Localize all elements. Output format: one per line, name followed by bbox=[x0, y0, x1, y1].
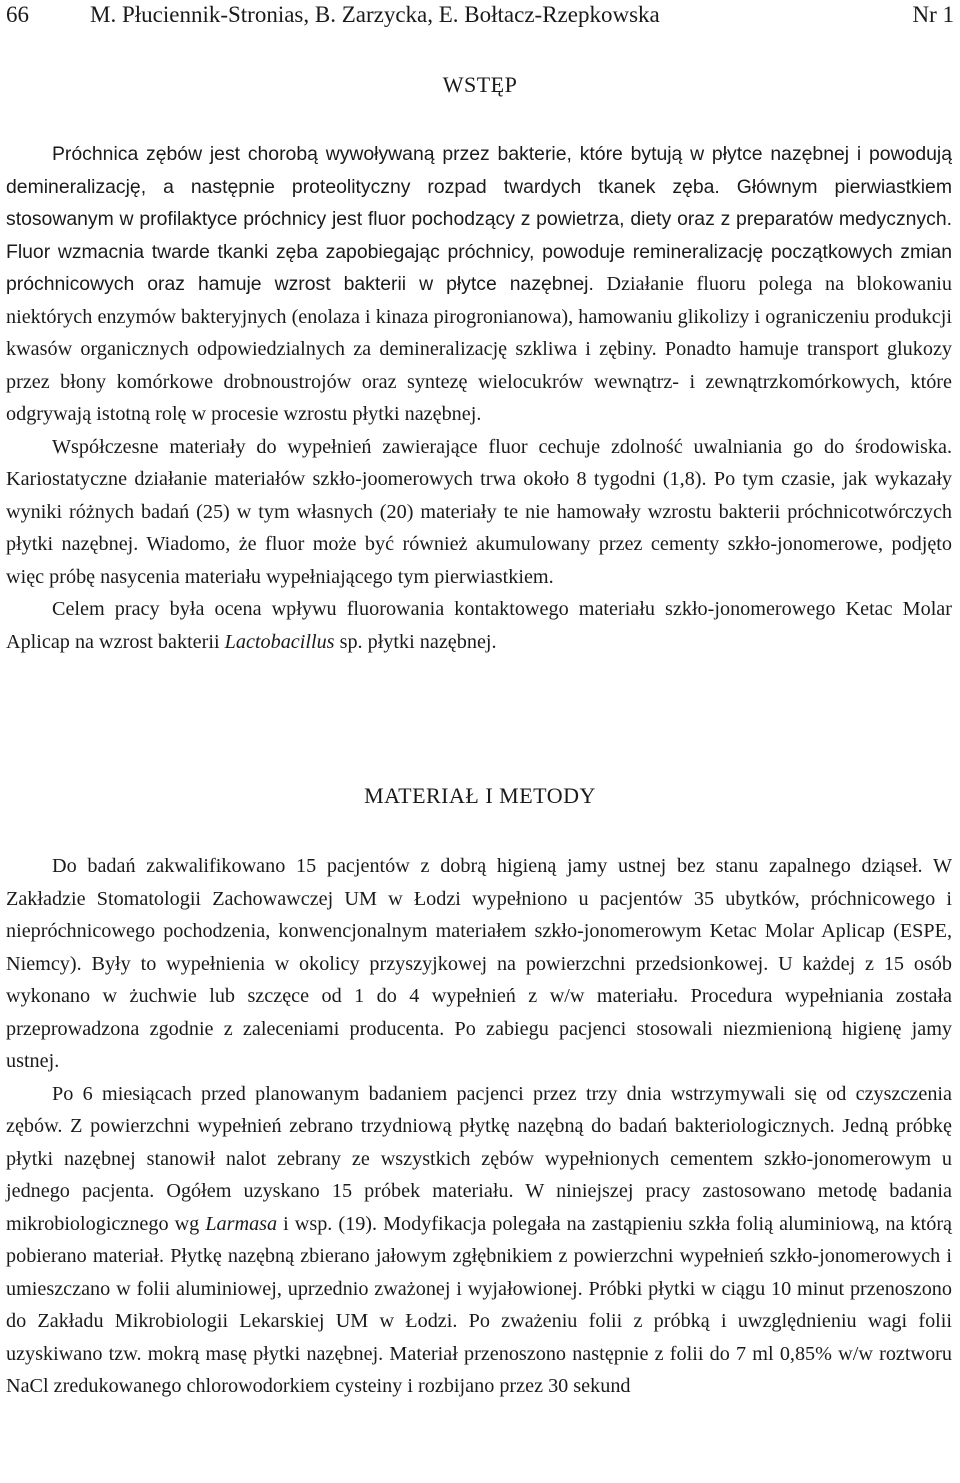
issue-number: Nr 1 bbox=[912, 2, 954, 27]
intro-p1-serif-text: Działanie fluoru polega na blokowaniu niektórych enzymów bakteryjnych (enolaza i kinaza pirogronianowa), hamowaniu glikolizy i ograniczeniu produkcji kwasów organicznych odpowiedzialnych za demineralizację szkliwa i zębiny. bbox=[6, 273, 953, 360]
intro-p3-before: Celem pracy była ocena wpływu fluorowania kontaktowego materiału szkło-jonomerowego Ketac Molar Aplicap na wzrost bakterii bbox=[6, 598, 952, 653]
methods-p2-before: Po 6 miesiącach przed planowanym badaniem pacjenci przez trzy dnia wstrzymywali się od czyszczenia zębów. Z powierzchni wypełnień zebrano trzydniową płytkę nazębną do badań bakteriologicznych. Jedną próbkę płytki nazębnej stanowił nalot zebrany ze wszystkich zębów wypełnionych cementem szkło-jonomerowym u jednego pacjenta. Ogółem uzyskano 15 próbek materiału. W niniejszej pracy zastosowano metodę badania mikrobiologicznego wg bbox=[6, 1082, 952, 1235]
running-header bbox=[6, 0, 954, 36]
cited-author: Larmasa bbox=[205, 1212, 278, 1235]
intro-p3-after: sp. płytki nazębnej. bbox=[334, 630, 497, 653]
section-heading-methods: MATERIAŁ I METODY bbox=[364, 783, 596, 808]
intro-p1-sans-text: Próchnica zębów jest chorobą wywoływaną przez bakterie, które bytują w płytce nazębnej i powodują demineralizację, a następnie proteolityczny rozpad twardych tkanek zęba. Głównym pierwiastkiem stosowanym w profilaktyce próchnicy jest fluor pochodzący z powietrza, diety oraz z preparatów medycznych. Fluor wzmacnia twarde tkanki zęba zapobiegając próchnicy, powoduje remineralizację początkowych zmian próchnicowych oraz hamuje wzrost bakterii w płytce nazębnej. bbox=[6, 143, 952, 295]
methods-p2-after: i wsp. (19). Modyfikacja polegała na zastąpieniu szkła folią aluminiową, na którą pobierano materiał. Płytkę nazębną zbierano jałowym zgłębnikiem z powierzchni wypełnień szkło-jonomerowych i umieszczano w folii aluminiowej, uprzednio zważonej i wyjałowionej. Próbki płytki w ciągu 10 minut przenoszono do Zakładu Mikrobiologii Lekarskiej UM w Łodzi. Po zważeniu folii z próbką i uwzględnieniu wagi folii uzyskiwano tzw. mokrą masę płytki nazębnej. Materiał przenoszono następnie z folii do 7 ml 0,85% w/w roztworu NaCl zredukowanego chlorowodorkiem cysteiny i rozbijano przez 30 sekund bbox=[6, 1212, 953, 1397]
header-authors: M. Płuciennik-Stronias, B. Zarzycka, E. Bołtacz-Rzepkowska bbox=[90, 2, 660, 27]
methods-paragraph-1: Do badań zakwalifikowano 15 pacjentów z dobrą higieną jamy ustnej bez stanu zapalnego dziąseł. W Zakładzie Stomatologii Zachowawczej UM w Łodzi wypełniono u pacjentów 35 ubytków, próchnicowego i niepróchnicowego pochodzenia, konwencjonalnym materiałem szkło-jonomerowym Ketac Molar Aplicap (ESPE, Niemcy). Były to wypełnienia w okolicy przyszyjkowej na powierzchni przedsionkowej. U każdej z 15 osób wykonano w żuchwie lub szczęce od 1 do 4 wypełnień z w/w materiału. Procedura wypełniania została przeprowadzona zgodnie z zaleceniami producenta. Po zabiegu pacjenci stosowali niezmienioną higienę jamy ustnej. bbox=[6, 855, 952, 1072]
intro-paragraph-3 bbox=[6, 593, 952, 658]
introduction-section bbox=[6, 138, 952, 658]
section-heading-introduction: WSTĘP bbox=[442, 72, 518, 97]
species-name: Lactobacillus bbox=[224, 630, 335, 653]
methods-paragraph-2 bbox=[6, 1078, 952, 1403]
intro-paragraph-2 bbox=[6, 431, 952, 594]
methods-section bbox=[6, 850, 952, 1403]
intro-p1-end-text: Ponadto hamuje transport glukozy przez błony komórkowe drobnoustrojów oraz syntezę wielocukrów wewnątrz- i zewnątrzkomórkowych, które odgrywają istotną rolę w procesie wzrostu płytki nazębnej. bbox=[6, 338, 952, 425]
intro-p2-b: Kariostatyczne działanie materiałów szkło-joomerowych trwa około 8 tygodni (1,8). bbox=[6, 468, 707, 490]
intro-p2-a: Współczesne materiały do wypełnień zawierające fluor cechuje zdolność uwalniania go do środowiska. bbox=[52, 435, 952, 458]
intro-paragraph-1 bbox=[6, 138, 952, 431]
page-number: 66 bbox=[6, 2, 29, 27]
intro-p2-c: Po tym czasie, jak wykazały wyniki różnych badań (25) w tym własnych (20) materiały te nie hamowały wzrostu bakterii próchnicotwórczych płytki nazębnej. Wiadomo, że fluor może być również akumulowany przez cementy szkło-jonomerowe, podjęto więc próbę nasycenia materiału wypełniającego tym pierwiastkiem. bbox=[6, 468, 953, 588]
